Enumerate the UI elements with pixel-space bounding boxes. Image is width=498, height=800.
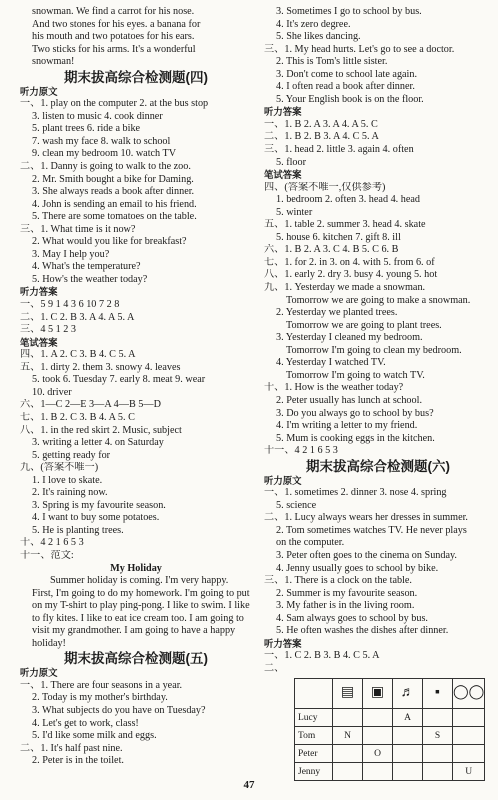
text-line: Tomorrow I'm going to watch TV. [286,369,425,381]
section-label: 听力原文 [20,85,58,97]
text-line: 2. What would you like for breakfast? [32,236,187,248]
text-line: 2. This is Tom's little sister. [276,56,388,68]
text-line: 三、1. What time is it now? [20,223,136,235]
row-name: Lucy [295,709,333,727]
text-line: 3. Yesterday I cleaned my bedroom. [276,332,423,344]
text-line: on the computer. [276,537,345,549]
text-line: 一、1. There are four seasons in a year. [20,679,183,691]
text-line: 5. There are some tomatoes on the table. [32,211,197,223]
text-line: 5. took 6. Tuesday 7. early 8. meat 9. wear [32,374,206,386]
text-line: 十、1. How is the weather today? [264,382,404,394]
grid-cell [363,727,393,745]
text-line: 四、1. A 2. C 3. B 4. C 5. A [20,349,136,361]
text-line: 五、1. table 2. summer 3. head 4. skate [264,219,426,231]
section-label: 听力原文 [20,667,58,679]
text-line: 七、1. B 2. C 3. B 4. A 5. C [20,411,135,423]
text-line: 二、1. C 2. B 3. A 4. A 5. A [20,311,135,323]
text-line: 3. My father is in the living room. [276,600,415,612]
text-line: 一、1. C 2. B 3. B 4. C 5. A [264,650,380,662]
section-label: 听力原文 [264,474,302,486]
computer-icon: ▣ [363,679,393,709]
text-line: 一、1. play on the computer 2. at the bus stop [20,98,209,110]
grid-cell [453,745,485,763]
text-line: 三、4 5 1 2 3 [20,324,77,336]
text-line: Tomorrow we are going to plant trees. [286,319,442,331]
text-line: 2. It's raining now. [32,487,108,499]
essay-paragraph: Summer holiday is coming. I'm very happy. First, I'm going to do my homework. I'm going to put on my T-shirt to play ping-pong. I like to swim. I like to fly kites. I like to eat ice cream too. I am going to visit my grandmother. I am going to have a happy holiday! [32,575,250,649]
text-line: 十、4 2 1 6 5 3 [20,537,84,549]
text-line: 5. Mum is cooking eggs in the kitchen. [276,432,435,444]
grid-cell: A [393,709,423,727]
answer-grid-table [294,678,485,781]
table-row [295,727,485,745]
text-line: 5. getting ready for [32,449,111,461]
grid-cell [333,745,363,763]
section-label: 听力答案 [264,637,302,649]
text-line: 5. I'd like some milk and eggs. [32,730,157,742]
text-line: 2. Today is my mother's birthday. [32,692,168,704]
section-title: 期末拔高综合检测题(四) [64,69,208,85]
text-line: 5. winter [276,206,313,218]
text-line: 3. May I help you? [32,248,110,260]
text-line: 3. Sometimes I go to school by bus. [276,6,422,17]
text-line: 4. I often read a book after dinner. [276,81,415,93]
text-line: 3. Do you always go to school by bus? [276,407,434,419]
text-line: 2. Peter usually has lunch at school. [276,394,422,406]
section-title: 期末拔高综合检测题(五) [64,651,208,667]
text-line: 一、5 9 1 4 3 6 10 7 2 8 [20,299,120,311]
text-line: 一、1. sometimes 2. dinner 3. nose 4. spring [264,487,447,499]
right-column [264,6,492,781]
text-line: And two stones for his eyes. a banana for [32,18,201,30]
row-name: Jenny [295,763,333,781]
row-name: Tom [295,727,333,745]
grid-cell: O [363,745,393,763]
section-label: 听力答案 [264,106,302,118]
tv-icon: ▪ [423,679,453,709]
grid-cell [393,727,423,745]
text-line: 九、(答案不唯一) [20,462,99,474]
text-line: Tomorrow we are going to make a snowman. [286,294,471,306]
row-name: Peter [295,745,333,763]
text-line: 4. Let's get to work, class! [32,717,139,729]
text-line: 十一、4 2 1 6 5 3 [264,445,338,457]
grid-cell [393,745,423,763]
text-line: 3. Spring is my favourite season. [32,499,166,511]
text-line: 八、1. in the red skirt 2. Music, subject [20,424,182,436]
text-line: 7. wash my face 8. walk to school [32,135,171,147]
text-line: 十一、范文: [20,549,74,561]
grid-cell [453,709,485,727]
text-line: 八、1. early 2. dry 3. busy 4. young 5. hot [264,269,438,281]
cinema-icon: ♬ [393,679,423,709]
text-line: 3. Peter often goes to the cinema on Sunday. [276,549,457,561]
text-line: 二、 [264,662,285,674]
text-line: 9. clean my bedroom 10. watch TV [32,148,177,160]
text-line: 1. bedroom 2. often 3. head 4. head [276,194,420,206]
text-line: 5. He is planting trees. [32,524,124,536]
text-line: 5. plant trees 6. ride a bike [32,123,141,135]
bike-icon: ◯◯ [453,679,485,709]
text-line: 5. How's the weather today? [32,273,148,285]
text-line: 5. house 6. kitchen 7. gift 8. ill [276,231,401,243]
text-line: 4. I'm writing a letter to my friend. [276,420,418,432]
grid-cell: S [423,727,453,745]
grid-cell [453,727,485,745]
grid-cell: N [333,727,363,745]
text-line: 3. What subjects do you have on Tuesday? [32,704,206,716]
text-line: 2. Tom sometimes watches TV. He never plays [276,524,467,536]
text-line: 3. Don't come to school late again. [276,68,418,80]
text-line: 二、1. Lucy always wears her dresses in summer. [264,512,468,524]
text-line: 5. Your English book is on the floor. [276,93,424,105]
text-line: 2. Summer is my favourite season. [276,587,418,599]
text-line: 4. What's the temperature? [32,261,141,273]
text-line: 二、1. It's half past nine. [20,742,123,754]
text-line: 六、1. B 2. A 3. C 4. B 5. C 6. B [264,244,399,256]
grid-cell [423,745,453,763]
table-icon: ▤ [333,679,363,709]
text-line: 4. Sam always goes to school by bus. [276,612,428,624]
page-number: 47 [243,779,255,791]
section-title: 期末拔高综合检测题(六) [306,458,450,474]
text-line: 三、1. head 2. little 3. again 4. often [264,144,414,156]
text-line: 七、1. for 2. in 3. on 4. with 5. from 6. of [264,256,435,268]
text-line: 二、1. B 2. B 3. A 4. C 5. A [264,131,379,143]
right-column-text [264,6,492,675]
corner-cell [295,679,333,709]
text-line: 5. She likes dancing. [276,31,361,43]
text-line: 3. writing a letter 4. on Saturday [32,437,164,449]
essay-title: My Holiday [110,562,162,574]
text-line: his mouth and two potatoes for his ears. [32,31,195,43]
text-line: 4. John is sending an email to his friend. [32,198,197,210]
grid-cell [423,709,453,727]
text-line: 5. He often washes the dishes after dinner. [276,625,449,637]
text-line: 4. I want to buy some potatoes. [32,512,160,524]
section-label: 笔试答案 [20,336,58,348]
grid-cell [333,709,363,727]
text-line: 3. She always reads a book after dinner. [32,186,195,198]
text-line: 4. It's zero degree. [276,18,351,30]
table-row [295,745,485,763]
text-line: 2. Peter is in the toilet. [32,755,124,767]
text-line: 三、1. There is a clock on the table. [264,575,412,587]
text-line: 10. driver [32,386,72,398]
icon-header-row [295,679,485,709]
text-line: 六、1—C 2—E 3—A 4—B 5—D [20,399,161,411]
text-line: snowman. We find a carrot for his nose. [32,6,195,17]
text-line: 2. Yesterday we planted trees. [276,307,398,319]
text-line: 5. science [276,499,317,511]
text-line: 4. Yesterday I watched TV. [276,357,386,369]
text-line: 3. listen to music 4. cook dinner [32,110,163,122]
section-label: 听力答案 [20,286,58,298]
grid-cell [363,709,393,727]
text-line: 一、1. B 2. A 3. A 4. A 5. C [264,118,378,130]
text-line: snowman! [32,56,75,68]
text-line: 四、(答案不唯一,仅供参考) [264,181,386,193]
left-column [20,6,252,768]
text-line: 4. Jenny usually goes to school by bike. [276,562,439,574]
section-label: 笔试答案 [264,169,302,181]
text-line: 三、1. My head hurts. Let's go to see a doctor. [264,43,455,55]
table-row [295,709,485,727]
text-line: 1. I love to skate. [32,474,103,486]
text-line: 2. Mr. Smith bought a bike for Daming. [32,173,194,185]
text-line: Tomorrow I'm going to clean my bedroom. [286,344,462,356]
text-line: 5. floor [276,156,306,168]
text-line: Two sticks for his arms. It's a wonderful [32,43,196,55]
text-line: 九、1. Yesterday we made a snowman. [264,282,426,294]
text-line: 二、1. Danny is going to walk to the zoo. [20,161,191,173]
grid-cell: U [453,763,485,781]
text-line: 五、1. dirty 2. them 3. snowy 4. leaves [20,361,181,373]
